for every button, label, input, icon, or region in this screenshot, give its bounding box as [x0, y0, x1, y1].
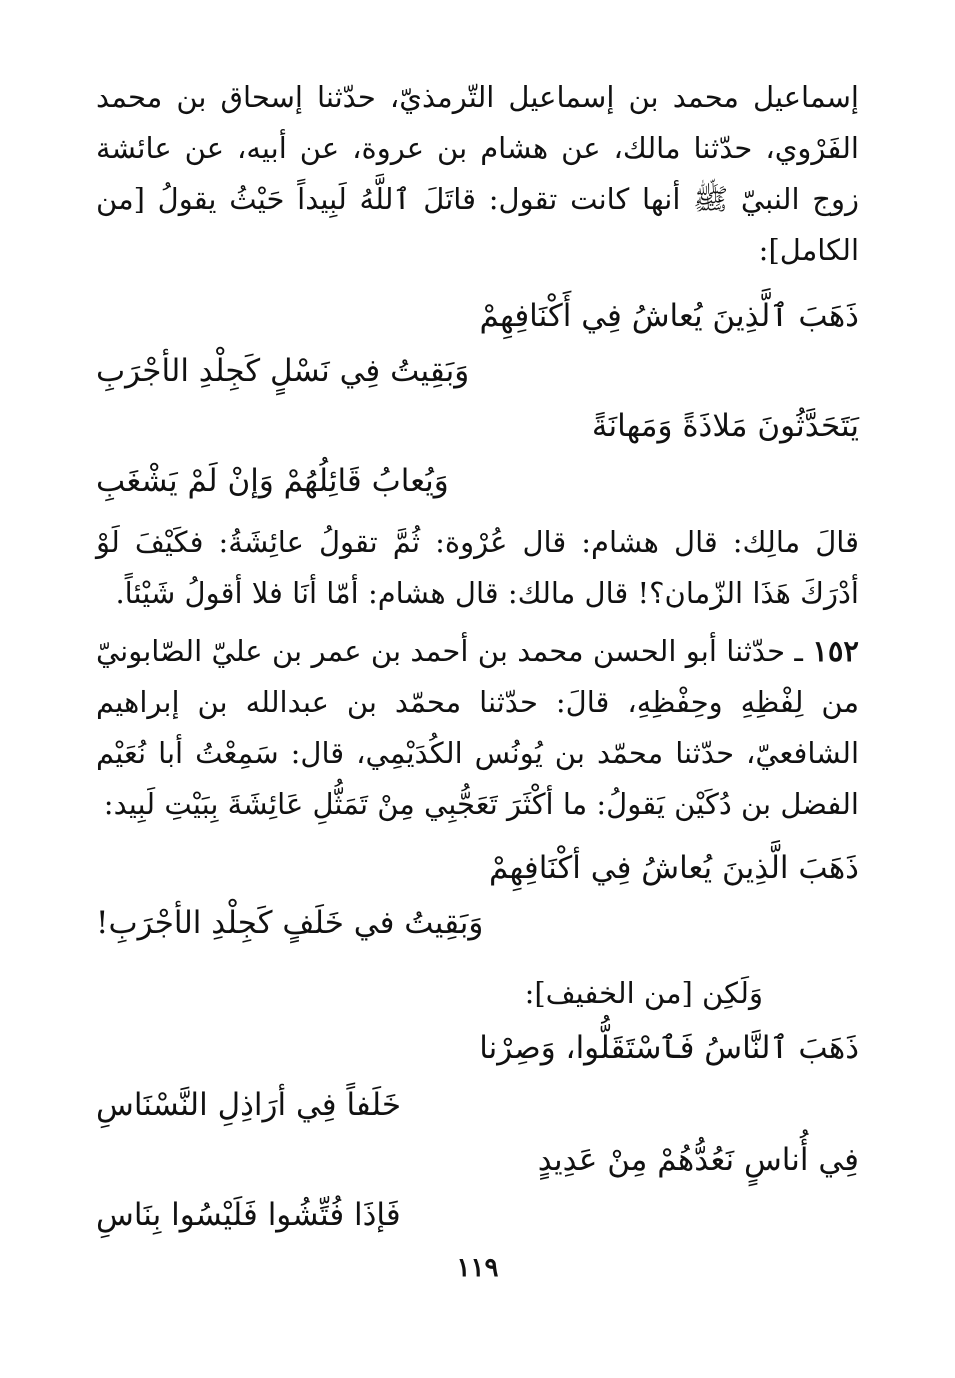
- verse-line-5: ذَهَبَ الَّذِينَ يُعاشُ فِي أكْنَافِهِمْ: [488, 850, 859, 886]
- verse-line-4: وَيُعابُ قَائِلُهُمْ وَإنْ لَمْ يَشْغَبِ: [96, 463, 449, 499]
- page-number: ١١٩: [456, 1253, 499, 1283]
- verse-line-3: يَتَحَدَّثُونَ مَلاذَةً وَمَهانَةً: [591, 408, 859, 444]
- paragraph-hadith-152: [96, 626, 859, 830]
- hadith-number: ١٥٢: [812, 634, 859, 668]
- verse-line-1: ذَهَبَ ٱلَّذِينَ يُعاشُ فِي أَكْنَافِهِمْ: [479, 298, 859, 334]
- paragraph-meter-note: وَلَكِن [من الخفيف]:: [524, 976, 763, 1010]
- verse-line-6: وَبَقِيتُ في خَلَفٍ كَجِلْدِ الأجْرَبِ!: [96, 905, 484, 941]
- verse-line-10: فَإذَا فُتِّشُوا فَلَيْسُوا بِنَاسِ: [96, 1197, 401, 1233]
- verse-line-7: ذَهَبَ ٱلنَّاسُ فَٱسْتَقَلُّوا، وَصِرْنا: [479, 1030, 859, 1066]
- paragraph-commentary: قالَ مالِك: قال هشام: قال عُرْوة: ثُمَّ تقولُ عائِشَةُ: فكَيْفَ لَوْ أدْرَكَ هَذَا الزّمان؟! قال مالك: قال هشام: أمّا أنَا فلا أقولُ شَيْئاً.: [96, 525, 859, 610]
- verse-line-2: وَبَقِيتُ فِي نَسْلٍ كَجِلْدِ الأجْرَبِ: [96, 353, 470, 389]
- verse-line-9: فِي أُناسٍ نَعُدُّهُمْ مِنْ عَدِيدٍ: [537, 1142, 859, 1178]
- paragraph-isnad-intro: إسماعيل محمد بن إسماعيل التّرمذيّ، حدّثنا إسحاق بن محمد الفَرْوي، حدّثنا مالك، عن هشام بن عروة، عن أبيه، عن عائشة زوج النبيّ ﷺ أنها كانت تقول: قاتَلَ ٱللَّهُ لَبِيداً حَيْثُ يقولُ [من الكامل]:: [96, 80, 859, 267]
- verse-line-8: خَلَفاً فِي أرَاذِلِ النَّسْنَاسِ: [96, 1087, 402, 1123]
- hadith-text: ـ حدّثنا أبو الحسن محمد بن أحمد بن عمر بن عليّ الصّابونيّ من لِفْظِهِ وحِفْظِهِ، قالَ: حدّثنا محمّد بن عبدالله بن إبراهيم الشافعيّ، حدّثنا محمّد بن يُونُس الكُدَيْمِي، قال: سَمِعْتُ أبا نُعَيْم الفضل بن دُكَيْن يَقولُ: ما أكْثَرَ تَعَجُّبِي مِنْ تَمَثُّلِ عَائِشَةَ بِبَيْتِ لَبِيد:: [96, 634, 859, 821]
